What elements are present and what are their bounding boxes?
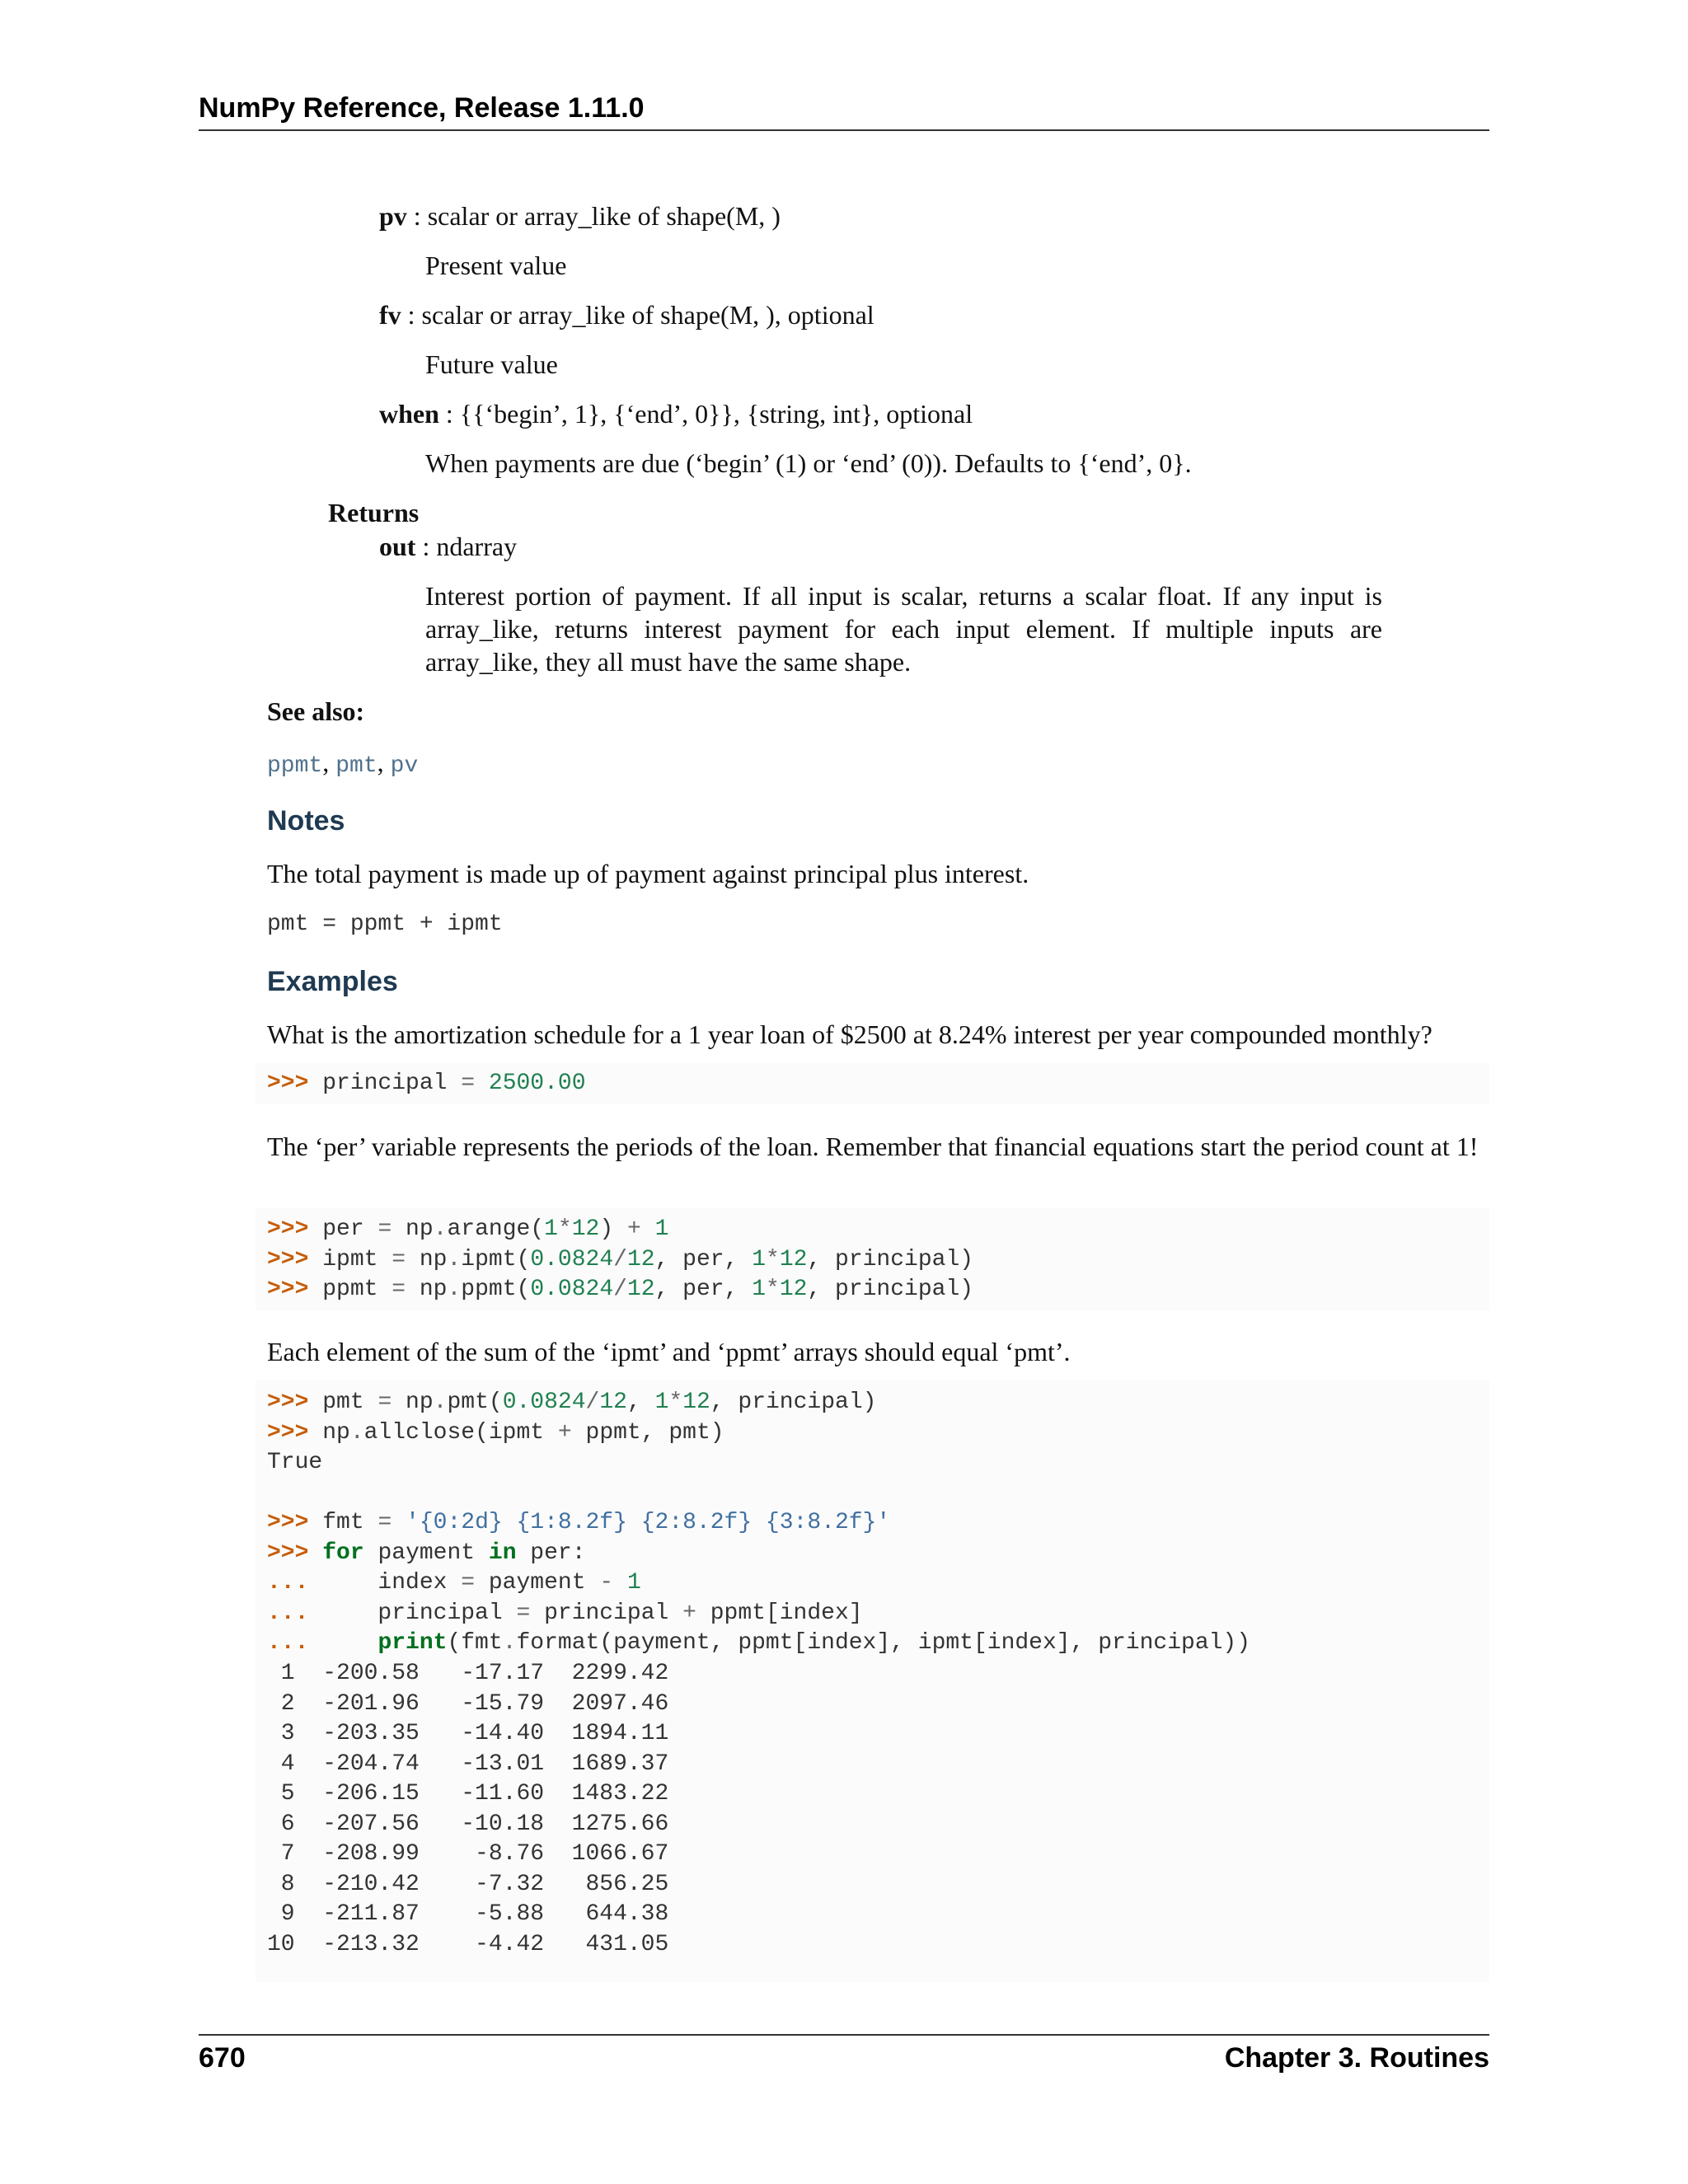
link-ppmt[interactable]: ppmt xyxy=(267,753,323,779)
output-row: 7 -208.99 -8.76 1066.67 xyxy=(267,1841,669,1867)
examples-sum-text: Each element of the sum of the ‘ipmt’ and ‘ppmt’ arrays should equal ‘pmt’. xyxy=(267,1337,1071,1366)
code-block-1: >>> principal = 2500.00 xyxy=(267,1071,586,1096)
output-row: 9 -211.87 -5.88 644.38 xyxy=(267,1901,669,1927)
footer-rule xyxy=(199,2034,1489,2036)
code-block-3: >>> pmt = np.pmt(0.0824/12, 1*12, principal) >>> np.allclose(ipmt + ppmt, pmt) True xyxy=(267,1390,877,1475)
param-pv-desc: Present value xyxy=(425,251,567,280)
return-out-desc: Interest portion of payment. If all input is scalar, returns a scalar float. If any input is array_like, returns interest payment for each input element. If multiple inputs are array_like, they all must have the same shape. xyxy=(425,581,1382,677)
running-header: NumPy Reference, Release 1.11.0 xyxy=(199,92,645,124)
amortization-output xyxy=(267,1659,668,1960)
param-when-desc: When payments are due (‘begin’ (1) or ‘end’ (0)). Defaults to {‘end’, 0}. xyxy=(425,448,1192,478)
code-block-2: >>> per = np.arange(1*12) + 1 >>> ipmt = np.ipmt(0.0824/12, per, 1*12, principal) >>> ppmt = np.ppmt(0.0824/12, per, 1*12, principal) xyxy=(267,1216,974,1302)
returns-label: Returns xyxy=(328,498,420,527)
param-fv-desc: Future value xyxy=(425,349,558,379)
param-fv: fv : scalar or array_like of shape(M, ), optional xyxy=(379,300,874,330)
notes-heading: Notes xyxy=(267,805,345,837)
output-row: 4 -204.74 -13.01 1689.37 xyxy=(267,1750,669,1777)
header-rule xyxy=(199,129,1489,131)
output-row: 2 -201.96 -15.79 2097.46 xyxy=(267,1690,669,1717)
see-also-links: ppmt, pmt, pv xyxy=(267,748,419,779)
param-pv: pv : scalar or array_like of shape(M, ) xyxy=(379,201,781,231)
examples-heading: Examples xyxy=(267,966,398,997)
param-when: when : {{‘begin’, 1}, {‘end’, 0}}, {string, int}, optional xyxy=(379,399,973,429)
link-pv[interactable]: pv xyxy=(390,753,419,779)
output-row: 1 -200.58 -17.17 2299.42 xyxy=(267,1661,669,1686)
notes-text: The total payment is made up of payment against principal plus interest. xyxy=(267,859,1029,888)
see-also-label: See also: xyxy=(267,696,365,726)
examples-intro: What is the amortization schedule for a 1 year loan of $2500 at 8.24% interest per year compounded monthly? xyxy=(267,1019,1432,1049)
page-number: 670 xyxy=(199,2042,246,2074)
output-row: 6 -207.56 -10.18 1275.66 xyxy=(267,1811,669,1837)
chapter-title: Chapter 3. Routines xyxy=(1224,2042,1489,2074)
output-row: 5 -206.15 -11.60 1483.22 xyxy=(267,1781,669,1807)
code-block-4: >>> fmt = '{0:2d} {1:8.2f} {2:8.2f} {3:8.2f}' >>> for payment in per: ... index = payment - 1 ... principal = principal + ppmt[index] ... print(fmt.format(payment, ppmt[index], ipmt[index], principal)) xyxy=(267,1510,1251,1656)
link-pmt[interactable]: pmt xyxy=(335,753,377,779)
output-row: 10 -213.32 -4.42 431.05 xyxy=(267,1931,669,1957)
output-row: 8 -210.42 -7.32 856.25 xyxy=(267,1871,669,1897)
return-out: out : ndarray xyxy=(379,532,518,561)
notes-formula: pmt = ppmt + ipmt xyxy=(267,912,503,937)
examples-per-text: The ‘per’ variable represents the periods of the loan. Remember that financial equations start the period count at 1! xyxy=(267,1132,1479,1161)
output-row: 3 -203.35 -14.40 1894.11 xyxy=(267,1721,669,1746)
